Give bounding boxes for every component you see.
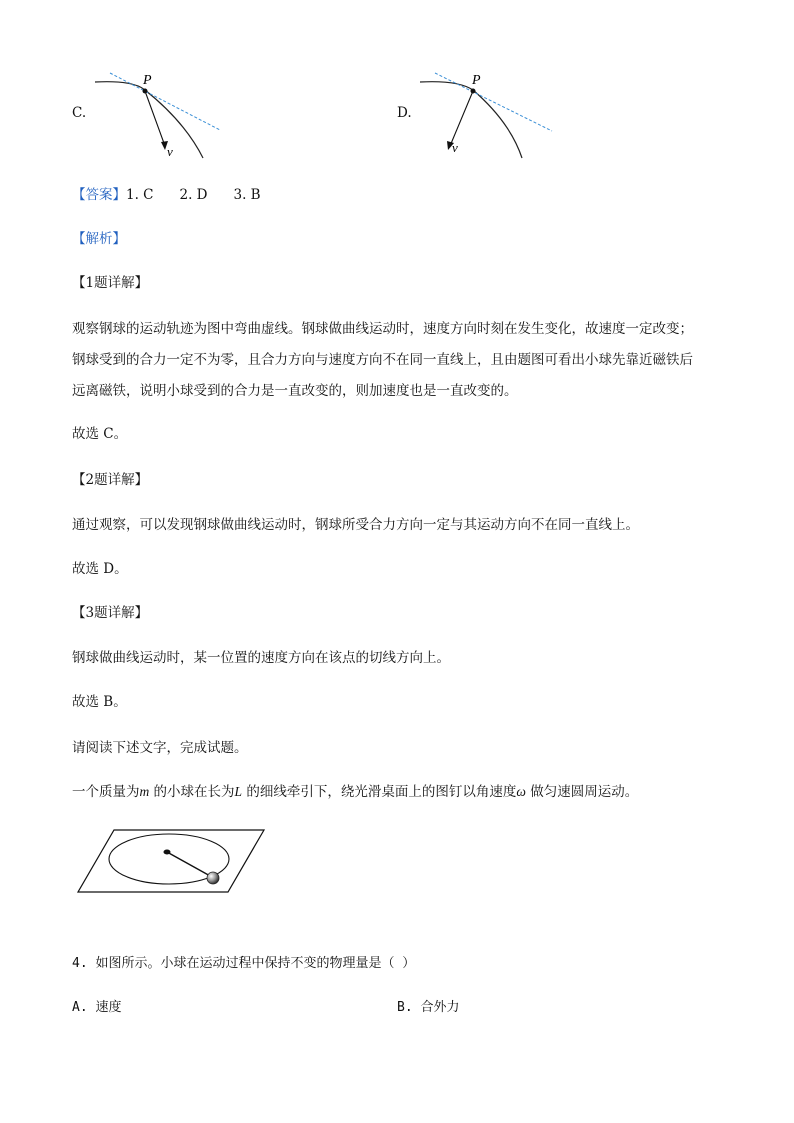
- curve-c: [95, 82, 203, 158]
- reading-part-1: 一个质量为: [72, 784, 140, 800]
- answer-item-1: 1. C: [126, 187, 154, 203]
- option-c-label: C.: [72, 105, 87, 121]
- q1-conclusion: 故选 C。: [72, 426, 128, 442]
- reading-paragraph: [72, 783, 638, 801]
- q4-option-b: B. 合外力: [397, 1000, 460, 1015]
- velocity-arrow-c: [145, 91, 165, 146]
- q2-line: 通过观察，可以发现钢球做曲线运动时，钢球所受合力方向一定与其运动方向不在同一直线上。: [72, 517, 639, 533]
- var-omega: ω: [516, 784, 526, 799]
- reading-part-4: 做匀速圆周运动。: [525, 784, 639, 800]
- answer-item-3: 3. B: [233, 187, 261, 203]
- q2-heading: 【2题详解】: [72, 472, 149, 488]
- var-l: L: [234, 784, 243, 799]
- figure-d: [410, 60, 560, 160]
- circular-motion-figure: [76, 826, 268, 896]
- reading-part-2: 的小球在长为: [149, 784, 235, 800]
- q4-option-a: A. 速度: [72, 1000, 122, 1015]
- tangent-line-c: [110, 73, 220, 130]
- reading-part-3: 的细线牵引下，绕光滑桌面上的图钉以角速度: [242, 784, 517, 800]
- q3-conclusion: 故选 B。: [72, 694, 127, 710]
- point-label-c: P: [143, 73, 152, 88]
- table-surface: [78, 830, 264, 892]
- velocity-arrow-d: [450, 91, 473, 146]
- tangent-line-d: [435, 73, 552, 131]
- answer-line: [72, 186, 261, 204]
- q4-stem: 4. 如图所示。小球在运动过程中保持不变的物理量是（ ）: [72, 956, 416, 971]
- velocity-label-c: v: [167, 144, 173, 159]
- var-m: m: [139, 784, 150, 799]
- answer-item-2: 2. D: [179, 187, 208, 203]
- figure-c: [85, 60, 235, 160]
- curve-d: [420, 82, 522, 158]
- analysis-tag: 【解析】: [72, 231, 126, 247]
- q1-line-1: 观察钢球的运动轨迹为图中弯曲虚线。钢球做曲线运动时，速度方向时刻在发生变化，故速度一定改变；: [72, 321, 693, 337]
- q3-heading: 【3题详解】: [72, 605, 149, 621]
- point-label-d: P: [472, 73, 481, 88]
- q1-line-2: 钢球受到的合力一定不为零，且合力方向与速度方向不在同一直线上，且由题图可看出小球先靠近磁铁后: [72, 352, 693, 368]
- velocity-label-d: v: [452, 140, 458, 155]
- string: [167, 852, 212, 877]
- q1-line-3: 远离磁铁，说明小球受到的合力是一直改变的，则加速度也是一直改变的。: [72, 383, 518, 399]
- q3-line: 钢球做曲线运动时，某一位置的速度方向在该点的切线方向上。: [72, 650, 450, 666]
- q2-conclusion: 故选 D。: [72, 561, 128, 577]
- answer-tag: 【答案】: [72, 187, 126, 203]
- reading-intro: 请阅读下述文字，完成试题。: [72, 740, 248, 756]
- option-d-label: D.: [397, 105, 412, 121]
- ball: [207, 872, 219, 884]
- q1-heading: 【1题详解】: [72, 275, 149, 291]
